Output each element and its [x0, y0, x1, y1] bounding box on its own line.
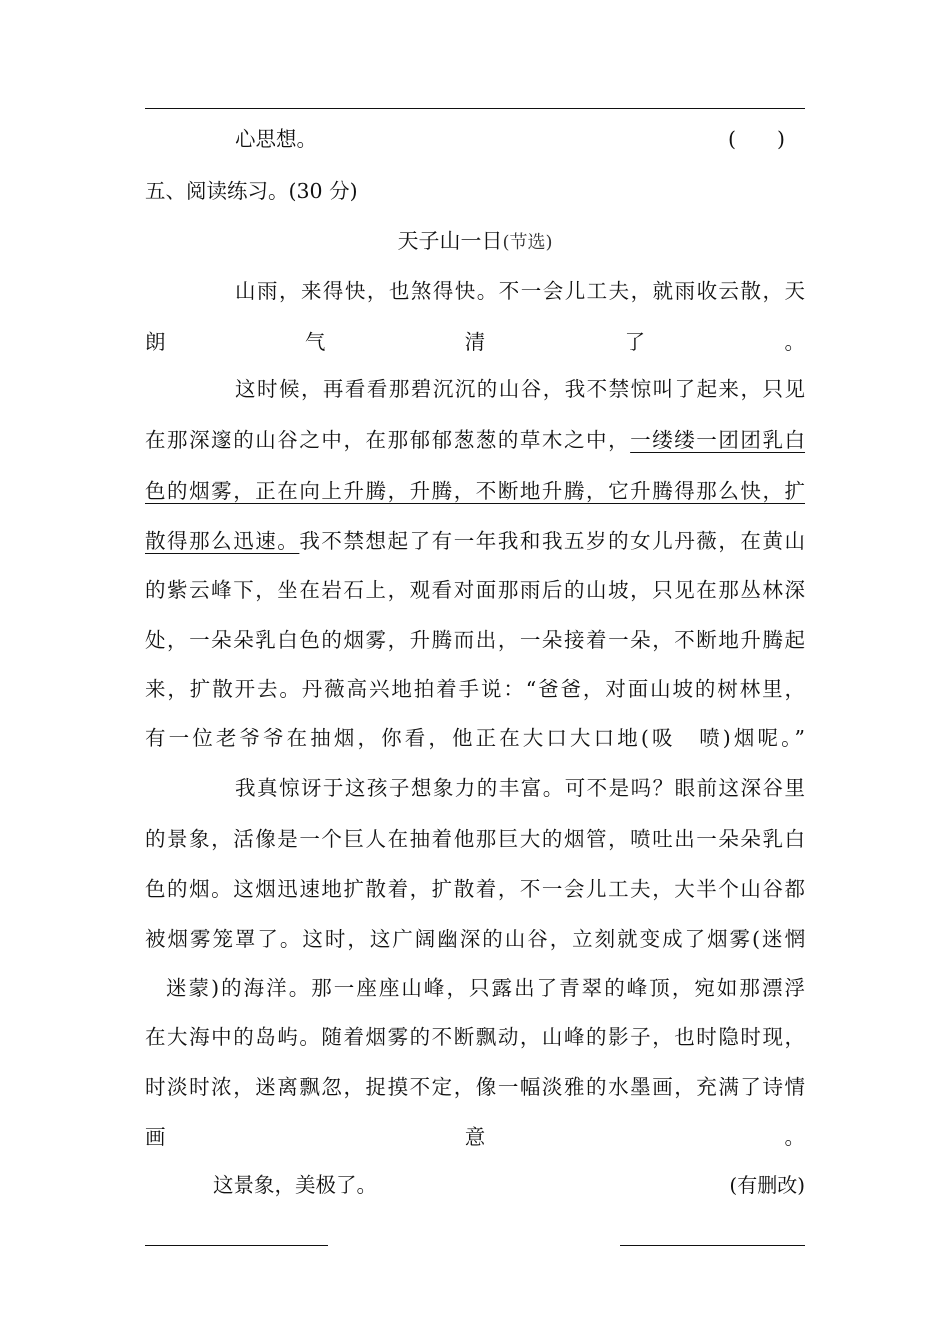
passage-line: 时淡时浓，迷离飘忽，捉摸不定，像一幅淡雅的水墨画，充满了诗情 — [145, 1075, 805, 1099]
passage-line — [145, 528, 805, 554]
source-note: (有删改) — [729, 1173, 805, 1197]
passage-title — [145, 227, 805, 257]
passage-title-note: (节选) — [502, 232, 553, 253]
answer-parentheses: ( ) — [728, 127, 785, 151]
passage-line: 朗气清了。 — [145, 330, 805, 354]
section-heading: 五、阅读练习。(30 分) — [145, 179, 358, 203]
passage-line — [145, 427, 805, 453]
passage-line: 在大海中的岛屿。随着烟雾的不断飘动，山峰的影子，也时隐时现， — [145, 1025, 805, 1049]
bottom-rule-left — [145, 1245, 328, 1246]
top-rule — [145, 108, 805, 109]
passage-line: 这时候，再看看那碧沉沉的山谷，我不禁惊叫了起来，只见 — [235, 377, 805, 401]
previous-question-tail: 心思想。 — [235, 127, 317, 151]
passage-line: 的景象，活像是一个巨人在抽着他那巨大的烟管，喷吐出一朵朵乳白 — [145, 827, 805, 851]
underlined-sentence: 散得那么迅速。 — [145, 529, 300, 553]
passage-line: 迷蒙)的海洋。那一座座山峰，只露出了青翠的峰顶，宛如那漂浮 — [166, 976, 805, 1000]
passage-closing-line: 这景象，美极了。 — [213, 1173, 377, 1197]
passage-text: 我不禁想起了有一年我和我五岁的女儿丹薇，在黄山 — [299, 529, 806, 553]
passage-text: 在那深邃的山谷之中，在那郁郁葱葱的草木之中， — [145, 428, 631, 452]
passage-line: 来，扩散开去。丹薇高兴地拍着手说：“爸爸，对面山坡的树林里， — [145, 677, 805, 701]
bottom-rule-right — [620, 1245, 805, 1246]
passage-line: 处，一朵朵乳白色的烟雾，升腾而出，一朵接着一朵，不断地升腾起 — [145, 628, 805, 652]
passage-line: 画意。 — [145, 1125, 805, 1149]
passage-line: 被烟雾笼罩了。这时，这广阔幽深的山谷，立刻就变成了烟雾(迷惘 — [145, 927, 805, 951]
passage-line: 我真惊讶于这孩子想象力的丰富。可不是吗？眼前这深谷里 — [235, 776, 805, 800]
passage-line: 有一位老爷爷在抽烟，你看，他正在大口大口地(吸 喷)烟呢。” — [145, 726, 805, 750]
underlined-sentence: 色的烟雾，正在向上升腾，升腾，不断地升腾，它升腾得那么快，扩 — [145, 479, 805, 503]
passage-line: 的紫云峰下，坐在岩石上，观看对面那雨后的山坡，只见在那丛林深 — [145, 578, 805, 602]
underlined-sentence: 一缕缕一团团乳白 — [630, 428, 806, 452]
passage-line: 山雨，来得快，也煞得快。不一会儿工夫，就雨收云散，天 — [235, 279, 805, 303]
passage-title-text: 天子山一日 — [397, 229, 503, 253]
passage-line: 色的烟。这烟迅速地扩散着，扩散着，不一会儿工夫，大半个山谷都 — [145, 877, 805, 901]
